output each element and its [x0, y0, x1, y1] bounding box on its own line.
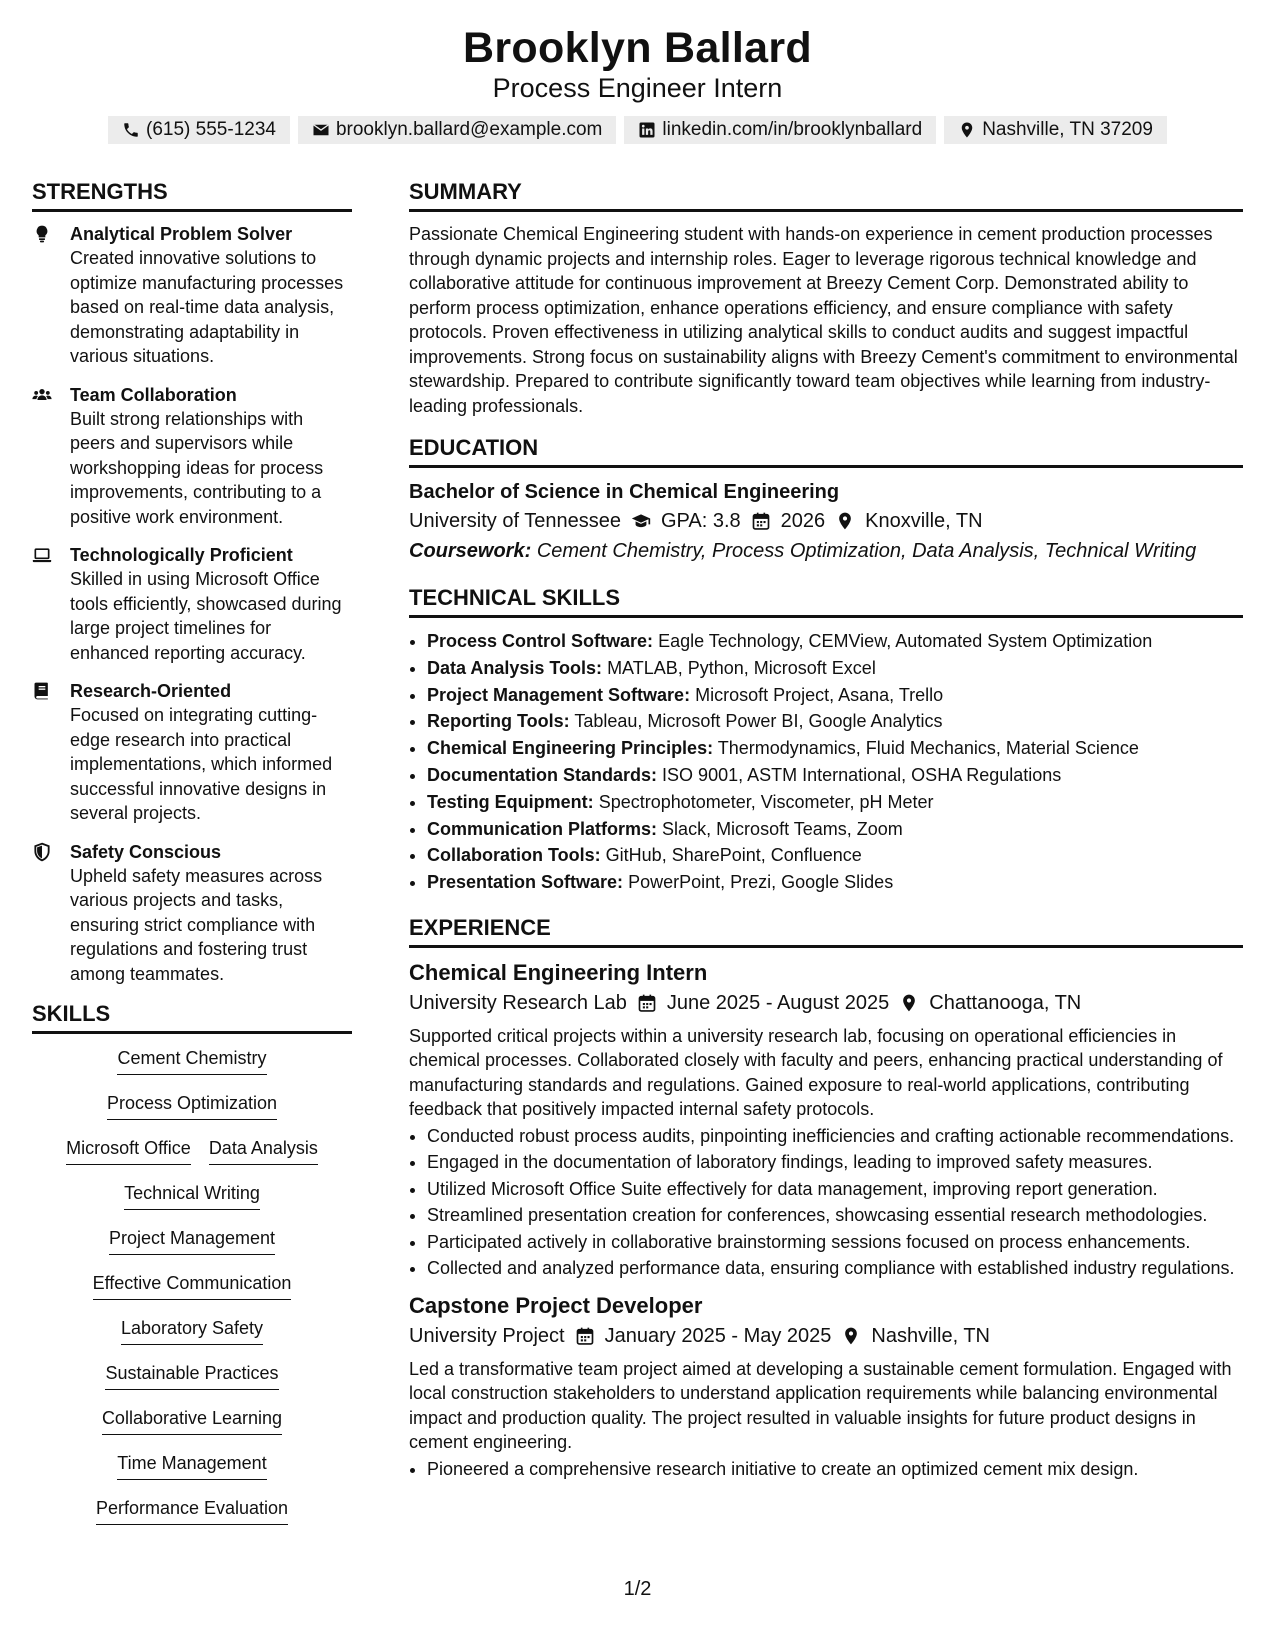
job-location: Chattanooga, TN — [929, 991, 1082, 1014]
right-column — [409, 178, 1243, 1491]
linkedin-text: linkedin.com/in/brooklynballard — [662, 119, 923, 140]
list-item: • Process Control Software: Eagle Technology, CEMView, Automated System Optimization — [427, 628, 1243, 655]
strength-title: Analytical Problem Solver — [70, 224, 293, 244]
strength-title: Safety Conscious — [70, 841, 222, 862]
skill-tag: Collaborative Learning — [102, 1406, 282, 1435]
list-item: • Utilized Microsoft Office Suite effectively for data management, improving report generation. — [427, 1177, 1243, 1202]
map-pin-icon — [841, 1326, 861, 1346]
skill-tag: Project Management — [109, 1226, 275, 1255]
grad-year: 2026 — [780, 510, 826, 532]
strength-desc: Focused on integrating cutting-edge research into practical implementations, which informed successful innovative designs in several projects. — [70, 705, 333, 823]
strength-desc: Created innovative solutions to optimize manufacturing processes based on real-time data analysis, demonstrating adaptability in various situations. — [70, 248, 344, 366]
job-meta — [409, 1321, 1243, 1351]
envelope-icon — [312, 121, 330, 139]
skill-tag: Technical Writing — [124, 1181, 260, 1210]
contact-linkedin[interactable] — [624, 116, 936, 144]
contact-phone[interactable] — [108, 116, 290, 144]
strength-item — [32, 383, 352, 530]
list-item: • Participated actively in collaborative brainstorming sessions focused on process enhancements. — [427, 1230, 1243, 1255]
list-item: • Project Management Software: Microsoft Project, Asana, Trello — [427, 682, 1243, 709]
graduation-cap-icon — [631, 511, 651, 531]
book-icon — [32, 681, 52, 701]
list-item: • Collected and analyzed performance data, ensuring compliance with established industry regulations. — [427, 1256, 1243, 1281]
job-org: University Research Lab — [409, 991, 627, 1014]
strength-title: Technologically Proficient — [70, 545, 293, 565]
degree-title: Bachelor of Science in Chemical Engineering — [409, 481, 840, 503]
skill-tag: Effective Communication — [93, 1271, 292, 1300]
shield-icon — [32, 842, 52, 862]
school-location: Knoxville, TN — [865, 510, 983, 532]
job-description: Led a transformative team project aimed at developing a sustainable cement formulation. Engaged with local construction stakeholders to understand application requirements while balancing environmental impact and production quality. The project resulted in valuable insights for future product designs in cement engineering. — [409, 1358, 1232, 1453]
page-number: 1/2 — [623, 1578, 652, 1600]
summary-heading: SUMMARY — [409, 178, 1243, 212]
calendar-icon — [575, 1326, 595, 1346]
candidate-name: Brooklyn Ballard — [463, 24, 812, 72]
strength-desc: Built strong relationships with peers and supervisors while workshopping ideas for process improvements, contributing to a positive work environment. — [70, 408, 324, 527]
strength-desc: Upheld safety measures across various projects and tasks, ensuring strict compliance with regulations and fostering trust among teammates. — [70, 865, 323, 984]
left-column — [32, 178, 352, 1541]
location-text: Nashville, TN 37209 — [982, 119, 1153, 140]
skills-heading: SKILLS — [32, 1000, 352, 1034]
job-location: Nashville, TN — [871, 1324, 990, 1347]
summary-text: Passionate Chemical Engineering student with hands-on experience in cement production processes through dynamic projects and internship roles. Eager to leverage rigorous technical knowledge and collaborative attitude for continuous improvement at Breezy Cement Corp. Demonstrated ability to perform process optimization, enhance operations efficiency, and ensure compliance with safety protocols. Proven effectiveness in utilizing analytical skills to conduct audits and suggest impactful improvements. Strong focus on sustainability aligns with Breezy Cement's commitment to environmental stewardship. Prepared to contribute significantly toward team objectives while learning from industry-leading professionals. — [409, 224, 1238, 416]
gpa-text: GPA: 3.8 — [660, 510, 741, 532]
list-item: • Collaboration Tools: GitHub, SharePoint, Confluence — [427, 842, 1243, 869]
strength-title: Research-Oriented — [70, 681, 232, 701]
skill-tag: Data Analysis — [209, 1136, 318, 1165]
technical-skills-heading: TECHNICAL SKILLS — [409, 584, 1243, 618]
list-item: • Reporting Tools: Tableau, Microsoft Power BI, Google Analytics — [427, 708, 1243, 735]
lightbulb-icon — [32, 224, 52, 244]
job-dates: June 2025 - August 2025 — [666, 991, 890, 1014]
technical-skills-list — [409, 628, 1243, 896]
job-meta — [409, 988, 1243, 1018]
map-pin-icon — [899, 993, 919, 1013]
job-entry — [409, 1291, 1243, 1482]
list-item: • Data Analysis Tools: MATLAB, Python, Microsoft Excel — [427, 655, 1243, 682]
list-item: • Pioneered a comprehensive research initiative to create an optimized cement mix design. — [427, 1457, 1243, 1482]
strengths-heading: STRENGTHS — [32, 178, 352, 212]
education-meta — [409, 506, 1243, 536]
list-item: • Communication Platforms: Slack, Microsoft Teams, Zoom — [427, 816, 1243, 843]
job-entry — [409, 958, 1243, 1281]
job-bullets — [409, 1124, 1243, 1281]
school-name: University of Tennessee — [409, 510, 621, 532]
job-title: Chemical Engineering Intern — [409, 959, 708, 985]
calendar-icon — [751, 511, 771, 531]
skill-tag: Cement Chemistry — [117, 1046, 266, 1075]
skill-tag: Sustainable Practices — [105, 1361, 278, 1390]
skill-tag: Performance Evaluation — [96, 1496, 288, 1525]
strength-item — [32, 543, 352, 665]
phone-icon — [122, 121, 140, 139]
list-item: • Conducted robust process audits, pinpointing inefficiencies and crafting actionable recommendations. — [427, 1124, 1243, 1149]
users-icon — [32, 385, 52, 405]
email-text: brooklyn.ballard@example.com — [335, 119, 603, 140]
laptop-icon — [32, 545, 52, 565]
list-item: • Testing Equipment: Spectrophotometer, Viscometer, pH Meter — [427, 789, 1243, 816]
contact-bar — [0, 116, 1275, 144]
candidate-role: Process Engineer Intern — [492, 73, 783, 103]
job-bullets — [409, 1457, 1243, 1482]
skill-tag: Process Optimization — [107, 1091, 277, 1120]
map-pin-icon — [835, 511, 855, 531]
coursework-list: Cement Chemistry, Process Optimization, Data Analysis, Technical Writing — [536, 540, 1197, 562]
calendar-icon — [637, 993, 657, 1013]
linkedin-icon — [638, 121, 656, 139]
contact-email[interactable] — [298, 116, 616, 144]
job-dates: January 2025 - May 2025 — [604, 1324, 832, 1347]
map-pin-icon — [958, 121, 976, 139]
experience-heading: EXPERIENCE — [409, 914, 1243, 948]
job-org: University Project — [409, 1324, 565, 1347]
phone-text: (615) 555-1234 — [146, 119, 276, 140]
education-heading: EDUCATION — [409, 434, 1243, 468]
list-item: • Documentation Standards: ISO 9001, ASTM International, OSHA Regulations — [427, 762, 1243, 789]
coursework-label: Coursework: — [409, 540, 532, 562]
skill-tag: Laboratory Safety — [121, 1316, 263, 1345]
contact-location — [944, 116, 1167, 144]
job-title: Capstone Project Developer — [409, 1292, 703, 1318]
strength-item — [32, 679, 352, 826]
resume-header — [0, 22, 1275, 144]
strength-desc: Skilled in using Microsoft Office tools efficiently, showcased during large project timelines for enhanced reporting accuracy. — [70, 569, 342, 663]
skill-tag: Time Management — [117, 1451, 266, 1480]
skills-list — [32, 1046, 352, 1541]
skill-tag: Microsoft Office — [66, 1136, 191, 1165]
list-item: • Engaged in the documentation of laboratory findings, leading to improved safety measures. — [427, 1150, 1243, 1175]
strength-item — [32, 222, 352, 369]
job-description: Supported critical projects within a university research lab, focusing on operational efficiencies in chemical processes. Collaborated closely with faculty and peers, enhancing practical understanding of manufacturing standards and regulations. Gained exposure to real-world applications, contributing feedback that positively impacted internal safety protocols. — [409, 1025, 1223, 1120]
list-item: • Presentation Software: PowerPoint, Prezi, Google Slides — [427, 869, 1243, 896]
list-item: • Streamlined presentation creation for conferences, showcasing essential research methodologies. — [427, 1203, 1243, 1228]
coursework — [409, 536, 1243, 566]
strength-title: Team Collaboration — [70, 384, 237, 405]
strength-item — [32, 840, 352, 987]
list-item: • Chemical Engineering Principles: Thermodynamics, Fluid Mechanics, Material Science — [427, 735, 1243, 762]
